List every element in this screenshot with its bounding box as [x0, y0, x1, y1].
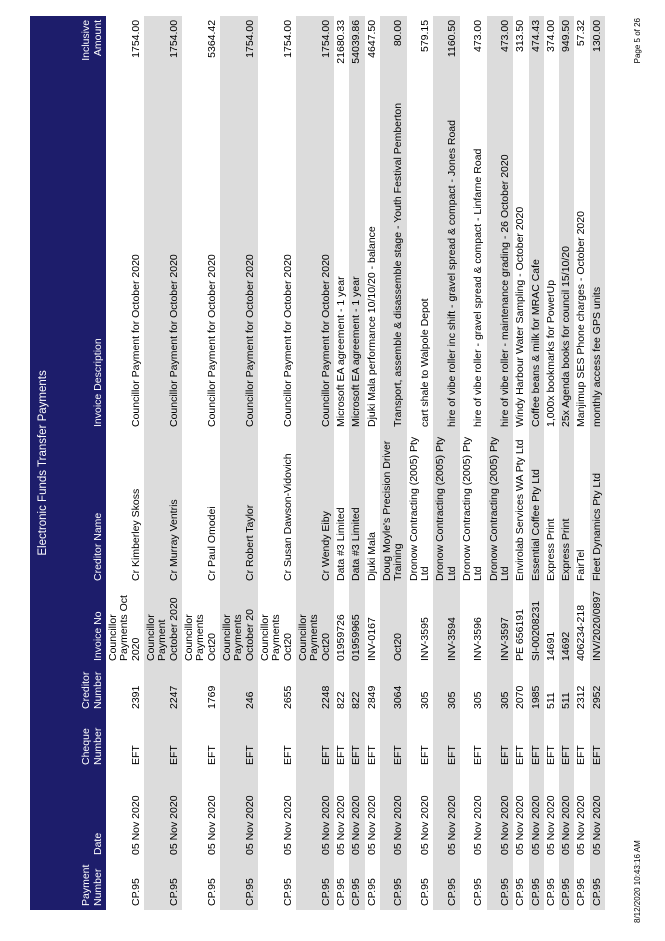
invoice-description-cell: Councillor Payment for October 2020 — [220, 84, 258, 431]
creditor-name-cell: Cr Robert Taylor — [220, 431, 258, 585]
creditor-number-cell: 2247 — [144, 665, 182, 713]
col-cheque-number: Cheque Number — [56, 713, 106, 769]
date-cell: 05 Nov 2020 — [296, 769, 334, 859]
table-row — [182, 16, 220, 910]
invoice-description-cell: 1,000x bookmarks for PowerUp — [544, 279, 557, 427]
table-row — [334, 16, 349, 910]
inclusive-amount-cell: 949.50 — [559, 16, 574, 84]
inclusive-amount-cell: 313.50 — [514, 19, 527, 53]
page-number: Page 5 of 26 — [633, 18, 642, 64]
invoice-no-cell: Councillor Payments Oct20 — [258, 614, 294, 661]
cheque-number-cell: EFT — [590, 713, 605, 769]
cheque-number-cell: EFT — [205, 745, 218, 765]
creditor-number-cell: 2070 — [514, 685, 527, 709]
date-cell: 05 Nov 2020 — [472, 795, 485, 855]
invoice-no-cell: 14692 — [559, 585, 574, 665]
invoice-description-cell: Djuki Mala performance 10/10/20 - balance — [365, 226, 378, 427]
inclusive-amount-cell: 4647.50 — [365, 19, 378, 58]
cheque-number-cell: EFT — [559, 713, 574, 769]
invoice-no-cell: PE 656191 — [514, 609, 527, 661]
payment-number-cell: CP.95 — [205, 878, 218, 906]
invoice-no-cell: 14691 — [544, 631, 557, 661]
inclusive-amount-cell: 473.00 — [487, 16, 514, 84]
payment-number-cell: CP.95 — [433, 859, 460, 910]
date-cell: 05 Nov 2020 — [544, 795, 557, 855]
creditor-number-cell: 3064 — [380, 665, 407, 713]
date-cell: 05 Nov 2020 — [129, 795, 142, 855]
date-cell: 05 Nov 2020 — [514, 795, 527, 855]
creditor-name-cell: Cr Susan Dawson-Vidovich — [281, 453, 294, 581]
cheque-number-cell: EFT — [281, 745, 294, 765]
payment-number-cell: CP.95 — [380, 859, 407, 910]
payment-number-cell: CP.95 — [559, 859, 574, 910]
date-cell: 05 Nov 2020 — [380, 769, 407, 859]
table-row — [106, 16, 144, 910]
invoice-no-cell: Councillor Payments Oct 2020 — [107, 595, 142, 661]
date-cell: 05 Nov 2020 — [220, 769, 258, 859]
cheque-number-cell: EFT — [418, 745, 431, 765]
creditor-name-cell: Dronow Contracting (2005) Pty Ltd — [487, 431, 514, 585]
invoice-no-cell: INV-3596 — [472, 617, 485, 661]
creditor-number-cell: 2312 — [575, 685, 588, 709]
date-cell: 05 Nov 2020 — [334, 795, 347, 855]
payment-number-cell: CP.95 — [575, 878, 588, 906]
invoice-description-cell: Transport, assemble & disassemble stage - Youth Festival Pemberton — [380, 84, 407, 431]
date-cell: 05 Nov 2020 — [529, 769, 544, 859]
inclusive-amount-cell: 130.00 — [590, 16, 605, 84]
creditor-number-cell: 246 — [220, 665, 258, 713]
table-row — [433, 16, 460, 910]
payment-number-cell: CP.95 — [349, 859, 364, 910]
table-title: Electronic Funds Transfer Payments — [30, 16, 56, 910]
payment-number-cell: CP.95 — [144, 859, 182, 910]
date-cell: 05 Nov 2020 — [433, 769, 460, 859]
inclusive-amount-cell: 474.43 — [529, 16, 544, 84]
table-row — [365, 16, 380, 910]
cheque-number-cell: EFT — [487, 713, 514, 769]
table-row — [574, 16, 589, 910]
table-body — [106, 16, 605, 910]
invoice-description-cell: Microsoft EA agreement - 1 year — [334, 276, 347, 427]
table-row — [144, 16, 182, 910]
creditor-number-cell: 822 — [349, 665, 364, 713]
creditor-name-cell: Envirolab Services WA Pty Ltd — [514, 439, 527, 581]
creditor-number-cell: 2248 — [296, 665, 334, 713]
invoice-no-cell: INV-0167 — [365, 617, 378, 661]
inclusive-amount-cell: 1754.00 — [144, 16, 182, 84]
invoice-description-cell: Councillor Payment for October 2020 — [129, 254, 142, 427]
creditor-number-cell: 305 — [487, 665, 514, 713]
creditor-name-cell: Express Print — [544, 518, 557, 581]
creditor-name-cell: Dronow Contracting (2005) Pty Ltd — [407, 436, 431, 581]
cheque-number-cell: EFT — [144, 713, 182, 769]
inclusive-amount-cell: 54039.86 — [349, 16, 364, 84]
creditor-name-cell: Fleet Dynamics Pty Ltd — [590, 431, 605, 585]
inclusive-amount-cell: 1754.00 — [281, 19, 294, 58]
invoice-description-cell: Coffee beans & milk for MRAC Cafe — [529, 84, 544, 431]
table-row — [513, 16, 528, 910]
inclusive-amount-cell: 57.32 — [575, 19, 588, 47]
invoice-description-cell: Councillor Payment for October 2020 — [144, 84, 182, 431]
col-inclusive-amount: Inclusive Amount — [56, 16, 106, 84]
payment-number-cell: CP.95 — [281, 878, 294, 906]
date-cell: 05 Nov 2020 — [590, 769, 605, 859]
creditor-name-cell: Cr Paul Omodei — [205, 506, 218, 581]
invoice-description-cell: hire of vibe roller - gravel spread & compact - Linfarne Road — [472, 148, 485, 427]
creditor-number-cell: 511 — [544, 692, 557, 709]
cheque-number-cell: EFT — [544, 745, 557, 765]
creditor-name-cell: Essential Coffee Pty Ltd — [529, 431, 544, 585]
cheque-number-cell: EFT — [514, 745, 527, 765]
date-cell: 05 Nov 2020 — [365, 795, 378, 855]
cheque-number-cell: EFT — [365, 745, 378, 765]
print-timestamp: 8/12/2020 10:43:16 AM — [633, 840, 642, 923]
cheque-number-cell: EFT — [220, 713, 258, 769]
date-cell: 05 Nov 2020 — [281, 795, 294, 855]
invoice-description-cell: Windy Harbour Water Sampling - October 2020 — [514, 206, 527, 427]
invoice-description-cell: hire of vibe roller - maintenance grading - 26 October 2020 — [487, 84, 514, 431]
table-row — [349, 16, 364, 910]
invoice-description-cell: Councillor Payment for October 2020 — [205, 254, 218, 427]
creditor-name-cell: Djuki Mala — [365, 531, 378, 581]
creditor-name-cell: Dronow Contracting (2005) Pty Ltd — [433, 431, 460, 585]
table-row — [407, 16, 434, 910]
inclusive-amount-cell: 1754.00 — [129, 19, 142, 58]
date-cell: 05 Nov 2020 — [349, 769, 364, 859]
invoice-description-cell: Councillor Payment for October 2020 — [296, 84, 334, 431]
creditor-number-cell: 2391 — [129, 685, 142, 709]
invoice-no-cell: Councillor Payments Oct20 — [296, 585, 334, 665]
cheque-number-cell: EFT — [433, 713, 460, 769]
inclusive-amount-cell: 1754.00 — [296, 16, 334, 84]
invoice-no-cell: Oct20 — [380, 585, 407, 665]
cheque-number-cell: EFT — [472, 745, 485, 765]
creditor-number-cell: 2655 — [281, 685, 294, 709]
creditor-name-cell: Cr Kimberley Skoss — [129, 488, 142, 581]
creditor-number-cell: 822 — [334, 691, 347, 709]
date-cell: 05 Nov 2020 — [205, 795, 218, 855]
cheque-number-cell: EFT — [296, 713, 334, 769]
payment-number-cell: CP.95 — [334, 878, 347, 906]
creditor-name-cell: Dronow Contracting (2005) Pty Ltd — [460, 436, 485, 581]
creditor-number-cell: 305 — [418, 691, 431, 709]
table-row — [460, 16, 487, 910]
invoice-no-cell: 01959965 — [349, 585, 364, 665]
creditor-name-cell: Data #3 Limited — [334, 507, 347, 581]
eft-payments-table — [30, 16, 605, 910]
table-row — [380, 16, 407, 910]
invoice-no-cell: Councillor Payments October 20 — [220, 585, 258, 665]
payment-number-cell: CP.95 — [514, 878, 527, 906]
table-row — [296, 16, 334, 910]
creditor-number-cell: 1985 — [529, 665, 544, 713]
table-row — [559, 16, 574, 910]
invoice-no-cell: 01959726 — [334, 614, 347, 661]
invoice-description-cell: Manjimup SES Phone charges - October 2020 — [575, 211, 588, 427]
table-row — [487, 16, 514, 910]
creditor-name-cell: Doug Moyle's Precision Driver Training — [380, 431, 407, 585]
table-row — [220, 16, 258, 910]
creditor-name-cell: Data #3 Limited — [349, 431, 364, 585]
inclusive-amount-cell: 579.15 — [418, 19, 431, 53]
payment-number-cell: CP.95 — [365, 878, 378, 906]
cheque-number-cell: EFT — [349, 713, 364, 769]
payment-number-cell: CP.95 — [296, 859, 334, 910]
invoice-description-cell: Councillor Payment for October 2020 — [281, 254, 294, 427]
cheque-number-cell: EFT — [529, 713, 544, 769]
invoice-no-cell: INV-3597 — [487, 585, 514, 665]
invoice-description-cell: hire of vibe roller inc shift - gravel spread & compact - Jones Road — [433, 84, 460, 431]
invoice-no-cell: INV/2020/0897 — [590, 585, 605, 665]
creditor-number-cell: 2849 — [365, 685, 378, 709]
payment-number-cell: CP.95 — [590, 859, 605, 910]
payment-number-cell: CP.95 — [487, 859, 514, 910]
inclusive-amount-cell: 1754.00 — [220, 16, 258, 84]
cheque-number-cell: EFT — [575, 745, 588, 765]
table-row — [590, 16, 605, 910]
date-cell: 05 Nov 2020 — [487, 769, 514, 859]
date-cell: 05 Nov 2020 — [144, 769, 182, 859]
invoice-no-cell: Councillor Payment October 2020 — [144, 585, 182, 665]
invoice-description-cell: monthly access fee GPS units — [590, 84, 605, 431]
col-payment-number: Payment Number — [56, 859, 106, 910]
creditor-number-cell: 1769 — [205, 685, 218, 709]
invoice-no-cell: INV-3594 — [433, 585, 460, 665]
invoice-description-cell: cart shale to Walpole Depot — [418, 298, 431, 427]
col-creditor-name: Creditor Name — [56, 431, 106, 585]
inclusive-amount-cell: 374.00 — [544, 19, 557, 53]
inclusive-amount-cell: 21680.33 — [334, 19, 347, 64]
inclusive-amount-cell: 1160.50 — [433, 16, 460, 84]
col-creditor-number: Creditor Number — [56, 665, 106, 713]
inclusive-amount-cell: 80.00 — [380, 16, 407, 84]
creditor-number-cell: 2952 — [590, 665, 605, 713]
invoice-description-cell: 25x Agenda books for council 15/10/20 — [559, 84, 574, 431]
creditor-number-cell: 511 — [559, 665, 574, 713]
payment-number-cell: CP.95 — [129, 878, 142, 906]
creditor-name-cell: Express Print — [559, 431, 574, 585]
col-date: Date — [56, 769, 106, 859]
invoice-no-cell: SI-00208231 — [529, 585, 544, 665]
date-cell: 05 Nov 2020 — [559, 769, 574, 859]
invoice-no-cell: INV-3595 — [418, 617, 431, 661]
payment-number-cell: CP.95 — [529, 859, 544, 910]
payment-number-cell: CP.95 — [220, 859, 258, 910]
table-row — [529, 16, 544, 910]
inclusive-amount-cell: 5364.42 — [205, 19, 218, 58]
creditor-number-cell: 305 — [472, 691, 485, 709]
table-row — [544, 16, 559, 910]
col-invoice-description: Invoice Description — [56, 84, 106, 431]
cheque-number-cell: EFT — [334, 745, 347, 765]
creditor-name-cell: Cr Murray Ventris — [144, 431, 182, 585]
cheque-number-cell: EFT — [129, 745, 142, 765]
creditor-number-cell: 305 — [433, 665, 460, 713]
payment-number-cell: CP.95 — [418, 878, 431, 906]
inclusive-amount-cell: 473.00 — [472, 19, 485, 53]
invoice-no-cell: Councillor Payments Oct20 — [182, 614, 218, 661]
invoice-no-cell: 406234-218 — [575, 604, 588, 661]
payment-number-cell: CP.95 — [544, 878, 557, 906]
invoice-description-cell: Microsoft EA agreement - 1 year — [349, 84, 364, 431]
payment-number-cell: CP.95 — [472, 878, 485, 906]
creditor-name-cell: Cr Wendy Eiby — [296, 431, 334, 585]
date-cell: 05 Nov 2020 — [418, 795, 431, 855]
cheque-number-cell: EFT — [380, 713, 407, 769]
col-invoice-no: Invoice No — [56, 585, 106, 665]
table-row — [258, 16, 296, 910]
date-cell: 05 Nov 2020 — [575, 795, 588, 855]
creditor-name-cell: FairTel — [575, 549, 588, 581]
